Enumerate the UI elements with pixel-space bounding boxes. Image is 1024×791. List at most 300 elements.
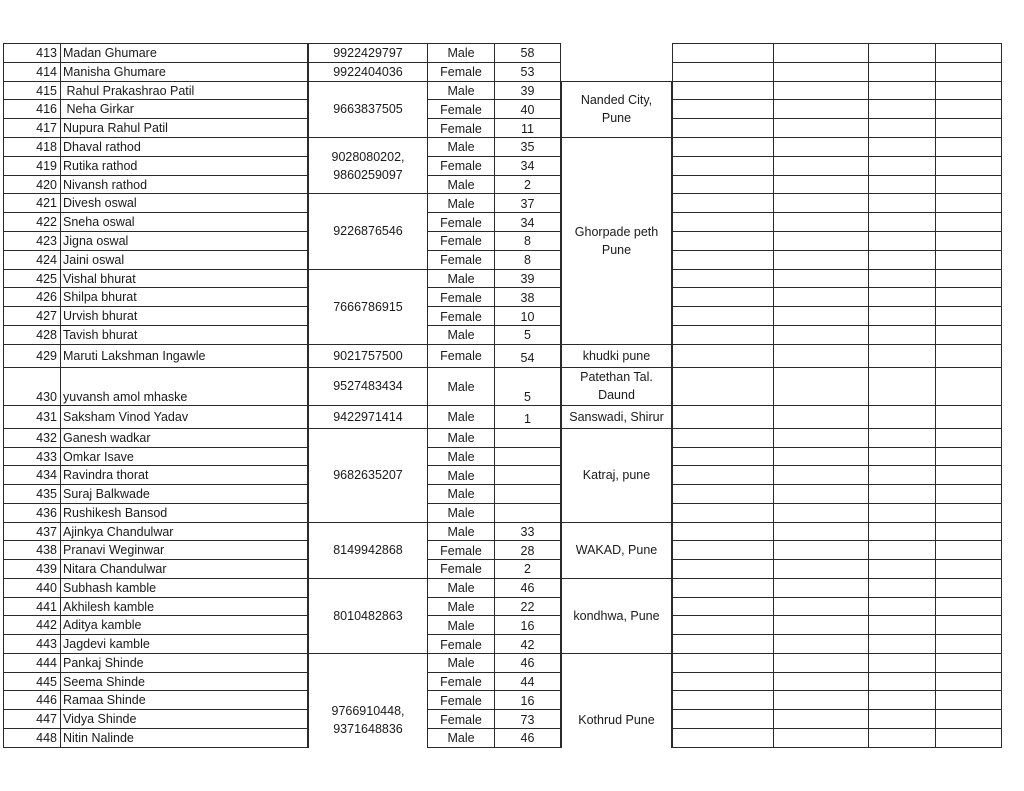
name-cell[interactable]: Shilpa bhurat [60, 287, 308, 307]
name-cell[interactable]: Saksham Vinod Yadav [60, 405, 308, 429]
empty-cell-col-2[interactable] [773, 118, 868, 138]
empty-cell-col-4[interactable] [935, 653, 1002, 673]
empty-cell-col-2[interactable] [773, 175, 868, 195]
empty-cell-col-4[interactable] [935, 62, 1002, 82]
empty-cell-col-1[interactable] [672, 597, 773, 617]
empty-cell-col-2[interactable] [773, 465, 868, 485]
gender-cell[interactable]: Female [427, 672, 494, 692]
empty-cell-col-1[interactable] [672, 344, 773, 368]
gender-cell[interactable]: Female [427, 559, 494, 579]
address-line: Daund [598, 388, 635, 403]
empty-cell-col-4[interactable] [935, 367, 1002, 406]
empty-cell-col-1[interactable] [672, 99, 773, 119]
phone-line: 9527483434 [333, 379, 403, 394]
empty-cell-col-1[interactable] [672, 367, 773, 406]
gender-cell[interactable]: Male [427, 137, 494, 157]
empty-cell-col-1[interactable] [672, 709, 773, 729]
age-cell[interactable]: 35 [494, 137, 561, 157]
phone-cell[interactable] [308, 428, 427, 523]
age-cell[interactable] [494, 447, 561, 467]
gender-cell[interactable]: Male [427, 578, 494, 598]
name-cell[interactable]: Maruti Lakshman Ingawle [60, 344, 308, 368]
empty-cell-col-4[interactable] [935, 156, 1002, 176]
phone-cell[interactable] [308, 344, 427, 368]
empty-cell-col-1[interactable] [672, 690, 773, 710]
empty-cell-col-3[interactable] [868, 709, 935, 729]
empty-cell-col-3[interactable] [868, 503, 935, 523]
empty-cell-col-3[interactable] [868, 615, 935, 635]
empty-cell-col-3[interactable] [868, 578, 935, 598]
empty-cell-col-3[interactable] [868, 118, 935, 138]
empty-cell-col-3[interactable] [868, 405, 935, 429]
gender-cell[interactable]: Male [427, 447, 494, 467]
serial-number-cell: 448 [3, 728, 60, 748]
empty-cell-col-1[interactable] [672, 156, 773, 176]
gender-cell[interactable]: Female [427, 231, 494, 251]
empty-cell-col-3[interactable] [868, 367, 935, 406]
name-cell[interactable]: Pranavi Weginwar [60, 540, 308, 560]
address-line: kondhwa, Pune [573, 608, 660, 623]
serial-number-cell: 443 [3, 634, 60, 654]
empty-cell-col-3[interactable] [868, 175, 935, 195]
empty-cell-col-3[interactable] [868, 522, 935, 542]
name-cell[interactable]: Vidya Shinde [60, 709, 308, 729]
age-cell[interactable]: 46 [494, 653, 561, 673]
age-cell[interactable]: 5 [494, 325, 561, 345]
age-cell[interactable]: 42 [494, 634, 561, 654]
empty-cell-col-2[interactable] [773, 653, 868, 673]
gender-cell[interactable]: Female [427, 540, 494, 560]
empty-cell-col-4[interactable] [935, 175, 1002, 195]
name-cell[interactable]: Neha Girkar [60, 99, 308, 119]
phone-cell[interactable] [308, 578, 427, 654]
empty-cell-col-4[interactable] [935, 137, 1002, 157]
empty-cell-col-4[interactable] [935, 709, 1002, 729]
empty-cell-col-4[interactable] [935, 503, 1002, 523]
phone-cell[interactable] [308, 367, 427, 406]
phone-cell[interactable] [308, 81, 427, 138]
empty-cell-col-2[interactable] [773, 672, 868, 692]
age-cell[interactable]: 34 [494, 212, 561, 232]
empty-cell-col-1[interactable] [672, 484, 773, 504]
gender-cell[interactable]: Male [427, 465, 494, 485]
age-cell[interactable]: 16 [494, 615, 561, 635]
age-cell[interactable]: 33 [494, 522, 561, 542]
empty-cell-col-4[interactable] [935, 447, 1002, 467]
empty-cell-col-3[interactable] [868, 540, 935, 560]
name-cell[interactable]: Omkar Isave [60, 447, 308, 467]
empty-cell-col-2[interactable] [773, 62, 868, 82]
empty-cell-col-1[interactable] [672, 503, 773, 523]
empty-cell-col-4[interactable] [935, 269, 1002, 289]
empty-cell-col-2[interactable] [773, 503, 868, 523]
name-cell[interactable]: Nitin Nalinde [60, 728, 308, 748]
phone-cell[interactable] [308, 43, 427, 63]
name-cell[interactable]: Manisha Ghumare [60, 62, 308, 82]
age-cell[interactable]: 28 [494, 540, 561, 560]
empty-cell-col-1[interactable] [672, 325, 773, 345]
empty-cell-col-3[interactable] [868, 43, 935, 63]
empty-cell-col-3[interactable] [868, 306, 935, 326]
serial-number-cell: 426 [3, 287, 60, 307]
gender-cell[interactable]: Male [427, 269, 494, 289]
empty-cell-col-4[interactable] [935, 690, 1002, 710]
address-cell[interactable] [561, 137, 672, 345]
age-cell[interactable]: 22 [494, 597, 561, 617]
address-cell[interactable] [561, 81, 672, 138]
phone-cell[interactable] [308, 522, 427, 579]
gender-cell[interactable]: Male [427, 428, 494, 448]
phone-cell[interactable] [308, 405, 427, 429]
serial-number-cell: 438 [3, 540, 60, 560]
gender-cell[interactable]: Female [427, 118, 494, 138]
age-cell[interactable]: 40 [494, 99, 561, 119]
age-cell[interactable]: 16 [494, 690, 561, 710]
empty-cell-col-4[interactable] [935, 634, 1002, 654]
empty-cell-col-1[interactable] [672, 175, 773, 195]
empty-cell-col-4[interactable] [935, 465, 1002, 485]
empty-cell-col-1[interactable] [672, 306, 773, 326]
empty-cell-col-4[interactable] [935, 99, 1002, 119]
empty-cell-col-1[interactable] [672, 672, 773, 692]
empty-cell-col-3[interactable] [868, 156, 935, 176]
address-cell[interactable] [561, 367, 672, 406]
gender-cell[interactable]: Male [427, 81, 494, 101]
empty-cell-col-1[interactable] [672, 231, 773, 251]
address-cell[interactable] [561, 344, 672, 368]
empty-cell-col-2[interactable] [773, 597, 868, 617]
empty-cell-col-4[interactable] [935, 193, 1002, 213]
name-cell[interactable]: Seema Shinde [60, 672, 308, 692]
empty-cell-col-1[interactable] [672, 81, 773, 101]
empty-cell-col-1[interactable] [672, 193, 773, 213]
empty-cell-col-3[interactable] [868, 325, 935, 345]
name-cell[interactable]: Jigna oswal [60, 231, 308, 251]
serial-number-cell: 430 [3, 367, 60, 406]
gender-cell[interactable]: Female [427, 250, 494, 270]
empty-cell-col-1[interactable] [672, 522, 773, 542]
empty-cell-col-4[interactable] [935, 43, 1002, 63]
empty-cell-col-2[interactable] [773, 728, 868, 748]
age-cell[interactable]: 8 [494, 250, 561, 270]
gender-cell[interactable]: Male [427, 43, 494, 63]
age-cell[interactable]: 2 [494, 559, 561, 579]
address-cell[interactable] [561, 578, 672, 654]
gender-cell[interactable]: Male [427, 597, 494, 617]
name-cell[interactable]: Nivansh rathod [60, 175, 308, 195]
empty-cell-col-2[interactable] [773, 231, 868, 251]
name-cell[interactable]: Ajinkya Chandulwar [60, 522, 308, 542]
age-cell[interactable]: 53 [494, 62, 561, 82]
empty-cell-col-1[interactable] [672, 269, 773, 289]
phone-cell[interactable] [308, 62, 427, 82]
empty-cell-col-2[interactable] [773, 137, 868, 157]
age-cell[interactable]: 54 [494, 344, 561, 368]
empty-cell-col-2[interactable] [773, 615, 868, 635]
serial-number-cell: 431 [3, 405, 60, 429]
serial-number-cell: 436 [3, 503, 60, 523]
empty-cell-col-3[interactable] [868, 690, 935, 710]
phone-cell[interactable] [308, 193, 427, 269]
empty-cell-col-3[interactable] [868, 634, 935, 654]
name-cell[interactable]: Akhilesh kamble [60, 597, 308, 617]
empty-cell-col-2[interactable] [773, 306, 868, 326]
gender-cell[interactable]: Female [427, 287, 494, 307]
name-cell[interactable]: Divesh oswal [60, 193, 308, 213]
empty-cell-col-1[interactable] [672, 137, 773, 157]
serial-number-cell: 420 [3, 175, 60, 195]
empty-cell-col-1[interactable] [672, 634, 773, 654]
name-cell[interactable]: Jagdevi kamble [60, 634, 308, 654]
empty-cell-col-4[interactable] [935, 405, 1002, 429]
serial-number-cell: 415 [3, 81, 60, 101]
age-cell[interactable] [494, 465, 561, 485]
empty-cell-col-3[interactable] [868, 287, 935, 307]
empty-cell-col-2[interactable] [773, 405, 868, 429]
age-cell[interactable]: 58 [494, 43, 561, 63]
empty-cell-col-4[interactable] [935, 250, 1002, 270]
name-cell[interactable]: Pankaj Shinde [60, 653, 308, 673]
empty-cell-col-2[interactable] [773, 522, 868, 542]
gender-cell[interactable]: Female [427, 156, 494, 176]
empty-cell-col-4[interactable] [935, 81, 1002, 101]
empty-cell-col-1[interactable] [672, 578, 773, 598]
phone-cell[interactable] [308, 653, 427, 748]
empty-cell-col-2[interactable] [773, 559, 868, 579]
empty-cell-col-4[interactable] [935, 428, 1002, 448]
serial-number-cell: 437 [3, 522, 60, 542]
serial-number-cell: 432 [3, 428, 60, 448]
empty-cell-col-3[interactable] [868, 137, 935, 157]
age-cell[interactable]: 11 [494, 118, 561, 138]
name-cell[interactable]: Dhaval rathod [60, 137, 308, 157]
empty-cell-col-2[interactable] [773, 367, 868, 406]
empty-cell-col-2[interactable] [773, 690, 868, 710]
age-cell[interactable]: 10 [494, 306, 561, 326]
empty-cell-col-1[interactable] [672, 653, 773, 673]
address-cell[interactable] [561, 522, 672, 579]
empty-cell-col-3[interactable] [868, 447, 935, 467]
gender-cell[interactable]: Female [427, 212, 494, 232]
empty-cell-col-1[interactable] [672, 43, 773, 63]
gender-cell[interactable]: Female [427, 344, 494, 368]
address-line: khudki pune [582, 348, 651, 363]
empty-cell-col-1[interactable] [672, 728, 773, 748]
address-cell[interactable] [561, 405, 672, 429]
address-cell[interactable] [561, 428, 672, 523]
empty-cell-col-3[interactable] [868, 250, 935, 270]
gender-cell[interactable]: Female [427, 62, 494, 82]
name-cell[interactable]: Nupura Rahul Patil [60, 118, 308, 138]
name-cell[interactable]: Rahul Prakashrao Patil [60, 81, 308, 101]
phone-cell[interactable] [308, 269, 427, 345]
name-cell[interactable]: Ravindra thorat [60, 465, 308, 485]
empty-cell-col-2[interactable] [773, 578, 868, 598]
empty-cell-col-4[interactable] [935, 212, 1002, 232]
empty-cell-col-3[interactable] [868, 465, 935, 485]
serial-number-cell: 444 [3, 653, 60, 673]
phone-line: 9422971414 [333, 409, 403, 424]
gender-cell[interactable]: Male [427, 405, 494, 429]
gender-cell[interactable]: Male [427, 615, 494, 635]
empty-cell-col-4[interactable] [935, 484, 1002, 504]
empty-cell-col-3[interactable] [868, 99, 935, 119]
empty-cell-col-3[interactable] [868, 559, 935, 579]
empty-cell-col-2[interactable] [773, 447, 868, 467]
empty-cell-col-3[interactable] [868, 81, 935, 101]
empty-cell-col-4[interactable] [935, 522, 1002, 542]
empty-cell-col-2[interactable] [773, 709, 868, 729]
name-cell[interactable]: Subhash kamble [60, 578, 308, 598]
empty-cell-col-3[interactable] [868, 484, 935, 504]
name-cell[interactable]: Urvish bhurat [60, 306, 308, 326]
age-cell[interactable] [494, 428, 561, 448]
empty-cell-col-3[interactable] [868, 653, 935, 673]
empty-cell-col-1[interactable] [672, 559, 773, 579]
name-cell[interactable]: Jaini oswal [60, 250, 308, 270]
gender-cell[interactable]: Male [427, 728, 494, 748]
age-cell[interactable]: 8 [494, 231, 561, 251]
empty-cell-col-2[interactable] [773, 99, 868, 119]
empty-cell-col-2[interactable] [773, 269, 868, 289]
name-cell[interactable]: Rutika rathod [60, 156, 308, 176]
empty-cell-col-1[interactable] [672, 118, 773, 138]
gender-cell[interactable]: Male [427, 193, 494, 213]
empty-cell-col-2[interactable] [773, 250, 868, 270]
name-cell[interactable]: Vishal bhurat [60, 269, 308, 289]
empty-cell-col-4[interactable] [935, 118, 1002, 138]
address-line: Ghorpade peth [574, 224, 659, 239]
phone-cell[interactable] [308, 137, 427, 194]
empty-cell-col-2[interactable] [773, 81, 868, 101]
age-cell[interactable]: 1 [494, 405, 561, 429]
serial-number-cell: 435 [3, 484, 60, 504]
empty-cell-col-4[interactable] [935, 728, 1002, 748]
name-cell[interactable]: Tavish bhurat [60, 325, 308, 345]
empty-cell-col-2[interactable] [773, 540, 868, 560]
empty-cell-col-2[interactable] [773, 325, 868, 345]
phone-line: 9371648836 [333, 721, 403, 736]
serial-number-cell: 429 [3, 344, 60, 368]
gender-cell[interactable]: Male [427, 367, 494, 406]
age-cell[interactable]: 38 [494, 287, 561, 307]
empty-cell-col-2[interactable] [773, 287, 868, 307]
empty-cell-col-4[interactable] [935, 344, 1002, 368]
empty-cell-col-2[interactable] [773, 484, 868, 504]
empty-cell-col-4[interactable] [935, 578, 1002, 598]
gender-cell[interactable]: Female [427, 709, 494, 729]
gender-cell[interactable]: Male [427, 325, 494, 345]
gender-cell[interactable]: Female [427, 634, 494, 654]
empty-cell-col-3[interactable] [868, 344, 935, 368]
name-cell[interactable]: Nitara Chandulwar [60, 559, 308, 579]
empty-cell-col-3[interactable] [868, 193, 935, 213]
empty-cell-col-4[interactable] [935, 672, 1002, 692]
gender-cell[interactable]: Male [427, 503, 494, 523]
name-cell[interactable]: Ramaa Shinde [60, 690, 308, 710]
gender-cell[interactable]: Male [427, 653, 494, 673]
name-cell[interactable]: Sneha oswal [60, 212, 308, 232]
address-line: WAKAD, Pune [575, 543, 658, 558]
serial-number-cell: 419 [3, 156, 60, 176]
age-cell[interactable]: 37 [494, 193, 561, 213]
empty-cell-col-1[interactable] [672, 447, 773, 467]
empty-cell-col-2[interactable] [773, 156, 868, 176]
empty-cell-col-3[interactable] [868, 428, 935, 448]
empty-cell-col-3[interactable] [868, 269, 935, 289]
empty-cell-col-4[interactable] [935, 559, 1002, 579]
empty-cell-col-4[interactable] [935, 597, 1002, 617]
empty-cell-col-4[interactable] [935, 540, 1002, 560]
empty-cell-col-1[interactable] [672, 250, 773, 270]
age-cell[interactable] [494, 484, 561, 504]
empty-cell-col-4[interactable] [935, 306, 1002, 326]
gender-cell[interactable]: Male [427, 522, 494, 542]
name-cell[interactable]: Rushikesh Bansod [60, 503, 308, 523]
name-cell[interactable]: Madan Ghumare [60, 43, 308, 63]
name-cell[interactable]: yuvansh amol mhaske [60, 367, 308, 406]
empty-cell-col-3[interactable] [868, 597, 935, 617]
name-cell[interactable]: Suraj Balkwade [60, 484, 308, 504]
name-cell[interactable]: Aditya kamble [60, 615, 308, 635]
empty-cell-col-1[interactable] [672, 540, 773, 560]
age-cell[interactable]: 2 [494, 175, 561, 195]
age-cell[interactable]: 39 [494, 269, 561, 289]
empty-cell-col-4[interactable] [935, 615, 1002, 635]
empty-cell-col-2[interactable] [773, 212, 868, 232]
age-cell[interactable] [494, 503, 561, 523]
empty-cell-col-1[interactable] [672, 405, 773, 429]
empty-cell-col-3[interactable] [868, 672, 935, 692]
age-cell[interactable]: 44 [494, 672, 561, 692]
empty-cell-col-2[interactable] [773, 43, 868, 63]
empty-cell-col-3[interactable] [868, 231, 935, 251]
empty-cell-col-3[interactable] [868, 212, 935, 232]
age-cell[interactable]: 46 [494, 728, 561, 748]
phone-line: 9860259097 [333, 167, 403, 182]
empty-cell-col-2[interactable] [773, 344, 868, 368]
age-cell[interactable]: 5 [494, 367, 561, 406]
address-line: Sanswadi, Shirur [569, 409, 664, 424]
gender-cell[interactable]: Female [427, 690, 494, 710]
age-cell[interactable]: 39 [494, 81, 561, 101]
empty-cell-col-4[interactable] [935, 287, 1002, 307]
empty-cell-col-2[interactable] [773, 634, 868, 654]
empty-cell-col-3[interactable] [868, 62, 935, 82]
empty-cell-col-2[interactable] [773, 193, 868, 213]
gender-cell[interactable]: Female [427, 99, 494, 119]
empty-cell-col-1[interactable] [672, 287, 773, 307]
age-cell[interactable]: 73 [494, 709, 561, 729]
empty-cell-col-3[interactable] [868, 728, 935, 748]
empty-cell-col-2[interactable] [773, 428, 868, 448]
empty-cell-col-1[interactable] [672, 428, 773, 448]
serial-number-cell: 414 [3, 62, 60, 82]
gender-cell[interactable]: Male [427, 175, 494, 195]
address-cell[interactable] [561, 653, 672, 748]
gender-cell[interactable]: Female [427, 306, 494, 326]
empty-cell-col-1[interactable] [672, 465, 773, 485]
age-cell[interactable]: 34 [494, 156, 561, 176]
empty-cell-col-4[interactable] [935, 325, 1002, 345]
empty-cell-col-1[interactable] [672, 62, 773, 82]
empty-cell-col-4[interactable] [935, 231, 1002, 251]
name-cell[interactable]: Ganesh wadkar [60, 428, 308, 448]
empty-cell-col-1[interactable] [672, 212, 773, 232]
gender-cell[interactable]: Male [427, 484, 494, 504]
age-cell[interactable]: 46 [494, 578, 561, 598]
empty-cell-col-1[interactable] [672, 615, 773, 635]
